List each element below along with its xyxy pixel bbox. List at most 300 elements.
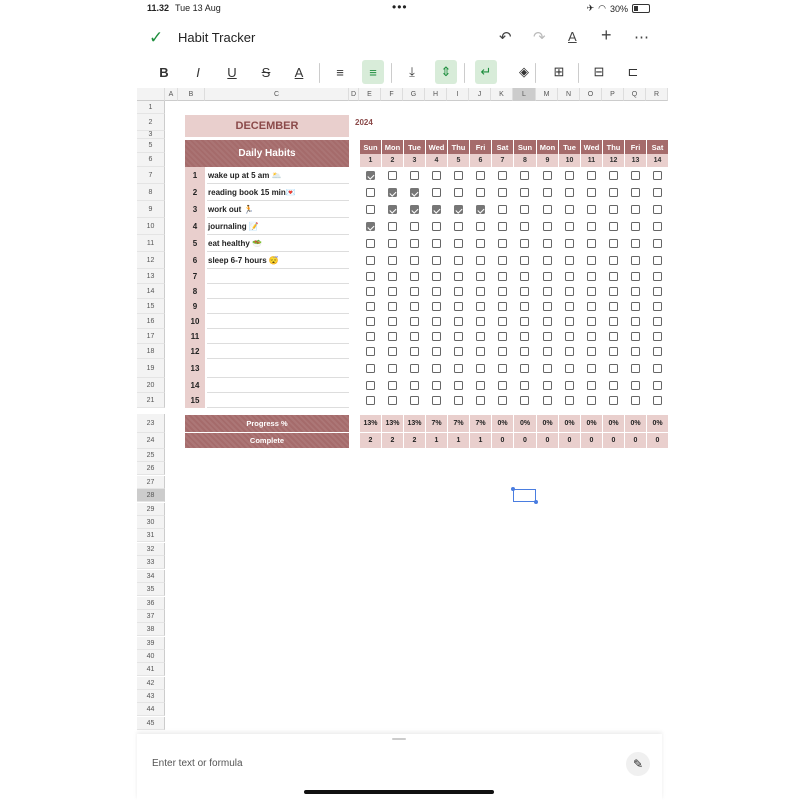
column-header-d[interactable]: D <box>349 88 359 101</box>
checkbox-unchecked[interactable] <box>410 381 419 390</box>
undo-icon[interactable]: ↶ <box>499 29 512 46</box>
checkbox-unchecked[interactable] <box>609 317 618 326</box>
checkbox-unchecked[interactable] <box>587 347 596 356</box>
checkbox-unchecked[interactable] <box>476 364 485 373</box>
checkbox-unchecked[interactable] <box>520 317 529 326</box>
fill-color-icon[interactable]: ◈ <box>519 64 529 79</box>
checkbox-unchecked[interactable] <box>388 364 397 373</box>
checkbox-unchecked[interactable] <box>653 256 662 265</box>
column-header-b[interactable]: B <box>178 88 205 101</box>
checkbox-unchecked[interactable] <box>543 364 552 373</box>
checkbox-unchecked[interactable] <box>520 171 529 180</box>
checkbox-unchecked[interactable] <box>520 302 529 311</box>
checkbox-unchecked[interactable] <box>410 239 419 248</box>
checkbox-unchecked[interactable] <box>366 396 375 405</box>
checkbox-unchecked[interactable] <box>366 239 375 248</box>
checkbox-unchecked[interactable] <box>498 239 507 248</box>
row-header-7[interactable]: 7 <box>137 167 165 184</box>
row-header-5[interactable]: 5 <box>137 139 165 153</box>
italic-icon[interactable]: I <box>196 64 200 80</box>
checkbox-unchecked[interactable] <box>543 381 552 390</box>
row-header-33[interactable]: 33 <box>137 556 165 569</box>
checkbox-unchecked[interactable] <box>609 171 618 180</box>
checkbox-unchecked[interactable] <box>543 222 552 231</box>
checkbox-unchecked[interactable] <box>498 205 507 214</box>
checkbox-unchecked[interactable] <box>454 302 463 311</box>
checkbox-unchecked[interactable] <box>543 256 552 265</box>
checkbox-unchecked[interactable] <box>565 317 574 326</box>
checkbox-unchecked[interactable] <box>432 347 441 356</box>
checkbox-unchecked[interactable] <box>653 347 662 356</box>
done-checkmark-icon[interactable]: ✓ <box>149 28 164 47</box>
row-header-32[interactable]: 32 <box>137 543 165 556</box>
column-header-o[interactable]: O <box>580 88 602 101</box>
row-header-39[interactable]: 39 <box>137 637 165 650</box>
checkbox-unchecked[interactable] <box>366 381 375 390</box>
habit-name[interactable] <box>207 329 349 344</box>
checkbox-unchecked[interactable] <box>653 188 662 197</box>
checkbox-checked[interactable] <box>366 171 375 180</box>
checkbox-unchecked[interactable] <box>476 287 485 296</box>
checkbox-unchecked[interactable] <box>432 364 441 373</box>
checkbox-unchecked[interactable] <box>476 256 485 265</box>
text-format-icon[interactable]: A <box>568 29 577 44</box>
checkbox-checked[interactable] <box>410 205 419 214</box>
row-header-19[interactable]: 19 <box>137 359 165 378</box>
checkbox-unchecked[interactable] <box>432 272 441 281</box>
column-header-j[interactable]: J <box>469 88 491 101</box>
spreadsheet-grid[interactable] <box>137 88 662 734</box>
checkbox-unchecked[interactable] <box>432 302 441 311</box>
checkbox-unchecked[interactable] <box>587 205 596 214</box>
checkbox-unchecked[interactable] <box>565 332 574 341</box>
checkbox-unchecked[interactable] <box>520 239 529 248</box>
checkbox-unchecked[interactable] <box>520 364 529 373</box>
checkbox-unchecked[interactable] <box>543 396 552 405</box>
checkbox-unchecked[interactable] <box>498 287 507 296</box>
checkbox-unchecked[interactable] <box>609 381 618 390</box>
checkbox-unchecked[interactable] <box>388 332 397 341</box>
checkbox-unchecked[interactable] <box>366 205 375 214</box>
checkbox-unchecked[interactable] <box>565 222 574 231</box>
checkbox-unchecked[interactable] <box>366 317 375 326</box>
checkbox-unchecked[interactable] <box>631 256 640 265</box>
checkbox-unchecked[interactable] <box>565 272 574 281</box>
align-center-icon[interactable]: ≡ <box>362 60 384 84</box>
row-header-40[interactable]: 40 <box>137 650 165 663</box>
add-icon[interactable]: + <box>601 25 612 45</box>
checkbox-unchecked[interactable] <box>565 381 574 390</box>
checkbox-unchecked[interactable] <box>520 287 529 296</box>
checkbox-unchecked[interactable] <box>520 347 529 356</box>
insert-column-icon[interactable]: ⊏ <box>627 64 639 79</box>
row-header-23[interactable]: 23 <box>137 414 165 433</box>
column-header-c[interactable]: C <box>205 88 349 101</box>
checkbox-unchecked[interactable] <box>565 396 574 405</box>
row-header-15[interactable]: 15 <box>137 299 165 314</box>
row-header-27[interactable]: 27 <box>137 476 165 489</box>
checkbox-unchecked[interactable] <box>565 256 574 265</box>
checkbox-unchecked[interactable] <box>388 347 397 356</box>
checkbox-unchecked[interactable] <box>587 287 596 296</box>
column-header-a[interactable]: A <box>165 88 178 101</box>
checkbox-unchecked[interactable] <box>410 222 419 231</box>
checkbox-unchecked[interactable] <box>476 222 485 231</box>
checkbox-unchecked[interactable] <box>498 364 507 373</box>
row-header-8[interactable]: 8 <box>137 184 165 201</box>
checkbox-unchecked[interactable] <box>609 364 618 373</box>
habit-name[interactable]: wake up at 5 am 🌥️ <box>207 167 349 184</box>
checkbox-unchecked[interactable] <box>454 396 463 405</box>
checkbox-unchecked[interactable] <box>432 287 441 296</box>
checkbox-unchecked[interactable] <box>498 347 507 356</box>
checkbox-unchecked[interactable] <box>476 188 485 197</box>
drag-handle[interactable] <box>392 738 406 740</box>
checkbox-unchecked[interactable] <box>543 188 552 197</box>
checkbox-unchecked[interactable] <box>520 381 529 390</box>
row-header-16[interactable]: 16 <box>137 314 165 329</box>
row-header-21[interactable]: 21 <box>137 393 165 408</box>
checkbox-unchecked[interactable] <box>388 317 397 326</box>
checkbox-checked[interactable] <box>410 188 419 197</box>
strikethrough-icon[interactable]: S <box>261 64 271 80</box>
checkbox-unchecked[interactable] <box>631 396 640 405</box>
habit-name[interactable] <box>207 359 349 378</box>
more-options-icon[interactable]: ⋯ <box>634 29 649 46</box>
checkbox-unchecked[interactable] <box>410 272 419 281</box>
checkbox-unchecked[interactable] <box>587 396 596 405</box>
checkbox-unchecked[interactable] <box>653 381 662 390</box>
checkbox-unchecked[interactable] <box>366 188 375 197</box>
row-header-30[interactable]: 30 <box>137 516 165 529</box>
checkbox-unchecked[interactable] <box>543 317 552 326</box>
checkbox-unchecked[interactable] <box>388 396 397 405</box>
checkbox-unchecked[interactable] <box>631 188 640 197</box>
checkbox-checked[interactable] <box>366 222 375 231</box>
checkbox-unchecked[interactable] <box>587 239 596 248</box>
column-header-k[interactable]: K <box>491 88 513 101</box>
checkbox-unchecked[interactable] <box>410 256 419 265</box>
habit-name[interactable] <box>207 299 349 314</box>
checkbox-unchecked[interactable] <box>631 347 640 356</box>
checkbox-unchecked[interactable] <box>498 302 507 311</box>
checkbox-unchecked[interactable] <box>476 272 485 281</box>
checkbox-unchecked[interactable] <box>454 317 463 326</box>
checkbox-unchecked[interactable] <box>653 302 662 311</box>
checkbox-unchecked[interactable] <box>609 256 618 265</box>
bold-icon[interactable]: B <box>159 64 169 80</box>
checkbox-unchecked[interactable] <box>498 188 507 197</box>
checkbox-unchecked[interactable] <box>454 347 463 356</box>
habit-name[interactable]: reading book 15 min💌 <box>207 184 349 201</box>
checkbox-unchecked[interactable] <box>565 302 574 311</box>
row-header-44[interactable]: 44 <box>137 703 165 716</box>
checkbox-checked[interactable] <box>476 205 485 214</box>
checkbox-unchecked[interactable] <box>543 302 552 311</box>
checkbox-unchecked[interactable] <box>432 188 441 197</box>
checkbox-unchecked[interactable] <box>587 317 596 326</box>
checkbox-unchecked[interactable] <box>432 396 441 405</box>
checkbox-unchecked[interactable] <box>609 205 618 214</box>
row-header-37[interactable]: 37 <box>137 610 165 623</box>
row-header-24[interactable]: 24 <box>137 433 165 449</box>
column-header-r[interactable]: R <box>646 88 668 101</box>
checkbox-unchecked[interactable] <box>520 188 529 197</box>
formula-input[interactable]: Enter text or formula <box>152 758 243 769</box>
checkbox-unchecked[interactable] <box>609 188 618 197</box>
checkbox-unchecked[interactable] <box>565 188 574 197</box>
align-bottom-icon[interactable]: ⤓ <box>409 64 415 79</box>
habit-name[interactable]: journaling 📝 <box>207 218 349 235</box>
checkbox-unchecked[interactable] <box>498 256 507 265</box>
checkbox-unchecked[interactable] <box>587 171 596 180</box>
row-header-41[interactable]: 41 <box>137 663 165 676</box>
row-header-13[interactable]: 13 <box>137 269 165 284</box>
checkbox-unchecked[interactable] <box>587 302 596 311</box>
checkbox-unchecked[interactable] <box>631 302 640 311</box>
checkbox-unchecked[interactable] <box>388 381 397 390</box>
row-header-25[interactable]: 25 <box>137 449 165 462</box>
checkbox-unchecked[interactable] <box>587 222 596 231</box>
row-header-9[interactable]: 9 <box>137 201 165 218</box>
checkbox-unchecked[interactable] <box>653 317 662 326</box>
checkbox-unchecked[interactable] <box>609 396 618 405</box>
checkbox-unchecked[interactable] <box>609 222 618 231</box>
column-header-l[interactable]: L <box>513 88 536 101</box>
checkbox-unchecked[interactable] <box>410 287 419 296</box>
row-header-38[interactable]: 38 <box>137 623 165 636</box>
row-header-31[interactable]: 31 <box>137 529 165 542</box>
insert-row-icon[interactable]: ⊟ <box>593 64 605 79</box>
checkbox-unchecked[interactable] <box>520 332 529 341</box>
row-header-11[interactable]: 11 <box>137 235 165 252</box>
checkbox-unchecked[interactable] <box>388 239 397 248</box>
checkbox-unchecked[interactable] <box>498 317 507 326</box>
row-header-42[interactable]: 42 <box>137 677 165 690</box>
row-header-28[interactable]: 28 <box>137 489 165 502</box>
checkbox-unchecked[interactable] <box>454 256 463 265</box>
multitask-dots-icon[interactable]: ••• <box>392 0 408 14</box>
checkbox-unchecked[interactable] <box>543 239 552 248</box>
checkbox-unchecked[interactable] <box>476 317 485 326</box>
checkbox-unchecked[interactable] <box>366 272 375 281</box>
row-header-6[interactable]: 6 <box>137 153 165 167</box>
checkbox-unchecked[interactable] <box>609 272 618 281</box>
column-header-f[interactable]: F <box>381 88 403 101</box>
checkbox-unchecked[interactable] <box>587 364 596 373</box>
checkbox-unchecked[interactable] <box>587 272 596 281</box>
row-header-45[interactable]: 45 <box>137 717 165 730</box>
checkbox-unchecked[interactable] <box>454 222 463 231</box>
column-header-e[interactable]: E <box>359 88 381 101</box>
row-header-29[interactable]: 29 <box>137 503 165 516</box>
column-header-i[interactable]: I <box>447 88 469 101</box>
column-header-q[interactable]: Q <box>624 88 646 101</box>
checkbox-unchecked[interactable] <box>520 396 529 405</box>
checkbox-unchecked[interactable] <box>410 396 419 405</box>
row-header-34[interactable]: 34 <box>137 570 165 583</box>
checkbox-unchecked[interactable] <box>565 205 574 214</box>
checkbox-unchecked[interactable] <box>454 171 463 180</box>
checkbox-unchecked[interactable] <box>498 381 507 390</box>
checkbox-unchecked[interactable] <box>432 239 441 248</box>
checkbox-unchecked[interactable] <box>366 256 375 265</box>
checkbox-unchecked[interactable] <box>565 287 574 296</box>
checkbox-unchecked[interactable] <box>543 205 552 214</box>
checkbox-unchecked[interactable] <box>653 287 662 296</box>
checkbox-unchecked[interactable] <box>609 302 618 311</box>
checkbox-unchecked[interactable] <box>410 302 419 311</box>
checkbox-unchecked[interactable] <box>631 222 640 231</box>
checkbox-unchecked[interactable] <box>587 381 596 390</box>
column-header-n[interactable]: N <box>558 88 580 101</box>
row-header-1[interactable]: 1 <box>137 101 165 114</box>
column-header-p[interactable]: P <box>602 88 624 101</box>
checkbox-unchecked[interactable] <box>454 239 463 248</box>
checkbox-unchecked[interactable] <box>454 381 463 390</box>
checkbox-unchecked[interactable] <box>476 347 485 356</box>
select-all-corner[interactable] <box>137 88 165 101</box>
checkbox-unchecked[interactable] <box>543 332 552 341</box>
checkbox-unchecked[interactable] <box>388 287 397 296</box>
checkbox-unchecked[interactable] <box>388 272 397 281</box>
checkbox-unchecked[interactable] <box>631 317 640 326</box>
checkbox-unchecked[interactable] <box>653 332 662 341</box>
row-header-12[interactable]: 12 <box>137 252 165 269</box>
checkbox-unchecked[interactable] <box>366 364 375 373</box>
checkbox-unchecked[interactable] <box>653 222 662 231</box>
checkbox-unchecked[interactable] <box>366 302 375 311</box>
checkbox-unchecked[interactable] <box>432 317 441 326</box>
checkbox-unchecked[interactable] <box>388 222 397 231</box>
checkbox-unchecked[interactable] <box>631 205 640 214</box>
habit-name[interactable] <box>207 269 349 284</box>
checkbox-unchecked[interactable] <box>432 332 441 341</box>
habit-name[interactable] <box>207 378 349 393</box>
checkbox-unchecked[interactable] <box>498 396 507 405</box>
habit-name[interactable]: work out 🏃 <box>207 201 349 218</box>
align-middle-icon[interactable]: ⇕ <box>435 60 457 84</box>
habit-name[interactable] <box>207 393 349 408</box>
habit-name[interactable]: eat healthy 🥗 <box>207 235 349 252</box>
row-header-36[interactable]: 36 <box>137 597 165 610</box>
checkbox-unchecked[interactable] <box>366 347 375 356</box>
checkbox-unchecked[interactable] <box>653 272 662 281</box>
checkbox-unchecked[interactable] <box>609 347 618 356</box>
habit-name[interactable]: sleep 6-7 hours 😴 <box>207 252 349 269</box>
checkbox-unchecked[interactable] <box>653 205 662 214</box>
checkbox-unchecked[interactable] <box>631 332 640 341</box>
checkbox-unchecked[interactable] <box>454 332 463 341</box>
redo-icon[interactable]: ↷ <box>533 29 546 46</box>
checkbox-unchecked[interactable] <box>476 239 485 248</box>
checkbox-checked[interactable] <box>454 205 463 214</box>
checkbox-unchecked[interactable] <box>454 287 463 296</box>
checkbox-unchecked[interactable] <box>587 332 596 341</box>
checkbox-unchecked[interactable] <box>631 364 640 373</box>
checkbox-unchecked[interactable] <box>476 396 485 405</box>
checkbox-unchecked[interactable] <box>498 171 507 180</box>
row-header-10[interactable]: 10 <box>137 218 165 235</box>
checkbox-unchecked[interactable] <box>388 256 397 265</box>
checkbox-unchecked[interactable] <box>587 256 596 265</box>
checkbox-unchecked[interactable] <box>631 381 640 390</box>
checkbox-unchecked[interactable] <box>631 272 640 281</box>
column-header-g[interactable]: G <box>403 88 425 101</box>
checkbox-unchecked[interactable] <box>653 239 662 248</box>
checkbox-unchecked[interactable] <box>653 171 662 180</box>
borders-icon[interactable]: ⊞ <box>553 64 565 79</box>
checkbox-unchecked[interactable] <box>454 272 463 281</box>
column-header-h[interactable]: H <box>425 88 447 101</box>
checkbox-checked[interactable] <box>388 188 397 197</box>
row-header-43[interactable]: 43 <box>137 690 165 703</box>
checkbox-unchecked[interactable] <box>520 222 529 231</box>
checkbox-unchecked[interactable] <box>609 239 618 248</box>
row-header-3[interactable]: 3 <box>137 131 165 139</box>
checkbox-unchecked[interactable] <box>432 381 441 390</box>
checkbox-unchecked[interactable] <box>432 256 441 265</box>
row-header-2[interactable]: 2 <box>137 114 165 131</box>
habit-name[interactable] <box>207 284 349 299</box>
checkbox-unchecked[interactable] <box>653 396 662 405</box>
checkbox-unchecked[interactable] <box>543 287 552 296</box>
checkbox-checked[interactable] <box>388 205 397 214</box>
column-header-m[interactable]: M <box>536 88 558 101</box>
checkbox-unchecked[interactable] <box>631 171 640 180</box>
checkbox-unchecked[interactable] <box>476 302 485 311</box>
checkbox-checked[interactable] <box>432 205 441 214</box>
row-header-20[interactable]: 20 <box>137 378 165 393</box>
checkbox-unchecked[interactable] <box>609 287 618 296</box>
checkbox-unchecked[interactable] <box>388 302 397 311</box>
checkbox-unchecked[interactable] <box>631 239 640 248</box>
cell-selection[interactable] <box>513 489 536 502</box>
checkbox-unchecked[interactable] <box>565 364 574 373</box>
checkbox-unchecked[interactable] <box>454 188 463 197</box>
checkbox-unchecked[interactable] <box>543 347 552 356</box>
checkbox-unchecked[interactable] <box>410 347 419 356</box>
checkbox-unchecked[interactable] <box>653 364 662 373</box>
checkbox-unchecked[interactable] <box>432 222 441 231</box>
checkbox-unchecked[interactable] <box>410 332 419 341</box>
row-header-35[interactable]: 35 <box>137 583 165 596</box>
checkbox-unchecked[interactable] <box>498 332 507 341</box>
checkbox-unchecked[interactable] <box>565 171 574 180</box>
checkbox-unchecked[interactable] <box>410 317 419 326</box>
checkbox-unchecked[interactable] <box>587 188 596 197</box>
checkbox-unchecked[interactable] <box>520 205 529 214</box>
habit-name[interactable] <box>207 344 349 359</box>
edit-pencil-icon[interactable]: ✎ <box>626 752 650 776</box>
checkbox-unchecked[interactable] <box>543 272 552 281</box>
habit-name[interactable] <box>207 314 349 329</box>
checkbox-unchecked[interactable] <box>609 332 618 341</box>
underline-icon[interactable]: U <box>227 64 237 80</box>
checkbox-unchecked[interactable] <box>388 171 397 180</box>
checkbox-unchecked[interactable] <box>520 272 529 281</box>
checkbox-unchecked[interactable] <box>410 171 419 180</box>
checkbox-unchecked[interactable] <box>476 171 485 180</box>
checkbox-unchecked[interactable] <box>366 287 375 296</box>
row-header-18[interactable]: 18 <box>137 344 165 359</box>
wrap-text-icon[interactable]: ↵ <box>475 60 497 84</box>
text-color-icon[interactable]: A <box>294 64 304 80</box>
checkbox-unchecked[interactable] <box>366 332 375 341</box>
checkbox-unchecked[interactable] <box>410 364 419 373</box>
row-header-14[interactable]: 14 <box>137 284 165 299</box>
checkbox-unchecked[interactable] <box>454 364 463 373</box>
